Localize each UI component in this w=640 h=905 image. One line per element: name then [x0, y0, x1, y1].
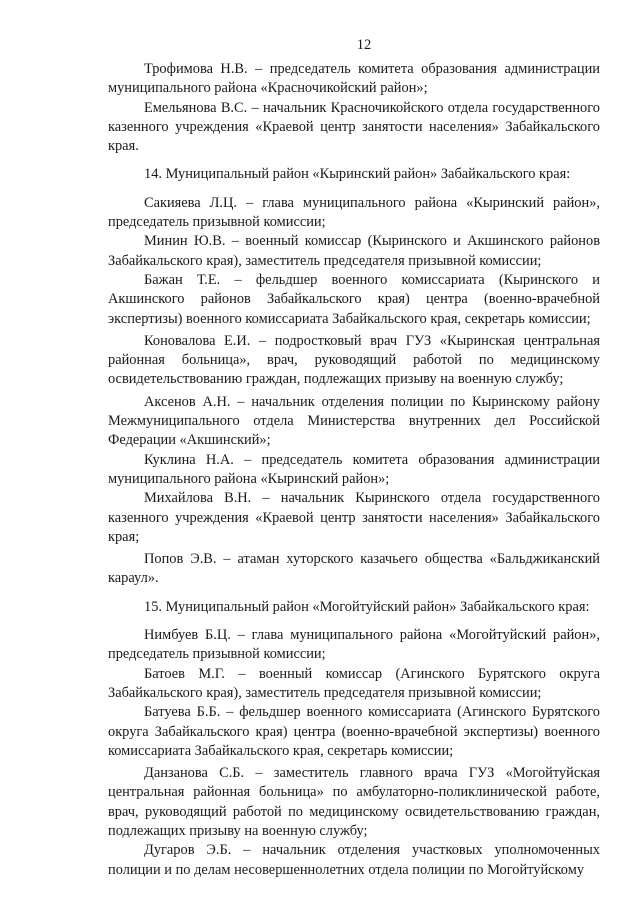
paragraph-dugarov: Дугаров Э.Б. – начальник отделения участковых уполномоченных полиции и по делам несовершеннолетних отдела полиции по Могойтуйскому [108, 842, 600, 878]
paragraph-konovalova: Коновалова Е.И. – подростковый врач ГУЗ «Кыринская центральная районная больница», врач, руководящий работой по медицинскому освидетельствованию граждан, подлежащих призыву на военную службу; [108, 332, 600, 388]
paragraph-aksenov: Аксенов А.Н. – начальник отделения полиции по Кыринскому району Межмуниципального отдела Министерства внутренних дел Российской Федерации «Акшинский»; [108, 393, 600, 449]
paragraph-popov: Попов Э.В. – атаман хуторского казачьего общества «Бальджиканский караул». [108, 551, 600, 587]
paragraph-kuklina: Куклина Н.А. – председатель комитета образования администрации муниципального района «Кыринский район»; [108, 451, 600, 487]
paragraph-emelyanova: Емельянова В.С. – начальник Красночикойского отдела государственного казенного учреждения «Краевой центр занятости населения» Забайкальского края. [108, 99, 600, 155]
section-heading-kyrinsky: 14. Муниципальный район «Кыринский район» Забайкальского края: [144, 166, 571, 183]
paragraph-batueva: Батуева Б.Б. – фельдшер военного комиссариата (Агинского Бурятского округа Забайкальского края) центра (военно-врачебной экспертизы) военного комиссариата Забайкальского края, секретарь комиссии; [108, 704, 600, 759]
paragraph-mikhaylova: Михайлова В.Н. – начальник Кыринского отдела государственного казенного учреждения «Краевой центр занятости населения» Забайкальского края; [108, 490, 600, 545]
section-heading-mogoytuysky: 15. Муниципальный район «Могойтуйский район» Забайкальского края: [144, 598, 590, 615]
paragraph-danzanova: Данзанова С.Б. – заместитель главного врача ГУЗ «Могойтуйская центральная районная больница» по амбулаторно-поликлинической работе, врач, руководящий работой по медицинскому освидетельствованию граждан, подлежащих призыву на военную службу; [108, 765, 600, 839]
paragraph-batoev: Батоев М.Г. – военный комиссар (Агинского Бурятского округа Забайкальского края), заместитель председателя призывной комиссии; [108, 665, 600, 701]
paragraph-sakiyaeva: Сакияева Л.Ц. – глава муниципального района «Кыринский район», председатель призывной комиссии; [108, 194, 600, 231]
paragraph-bazhan: Бажан Т.Е. – фельдшер военного комиссариата (Кыринского и Акшинского районов Забайкальского края) центра (военно-врачебной экспертизы) военного комиссариата Забайкальского края, секретарь комиссии; [108, 271, 600, 327]
paragraph-trofimova: Трофимова Н.В. – председатель комитета образования администрации муниципального района «Красночикойский район»; [108, 61, 600, 97]
page-number: 12 [356, 37, 372, 53]
paragraph-nimbuev: Нимбуев Б.Ц. – глава муниципального района «Могойтуйский район», председатель призывной комиссии; [108, 627, 600, 663]
paragraph-minin: Минин Ю.В. – военный комиссар (Кыринского и Акшинского районов Забайкальского края), заместитель председателя призывной комиссии; [108, 233, 600, 269]
